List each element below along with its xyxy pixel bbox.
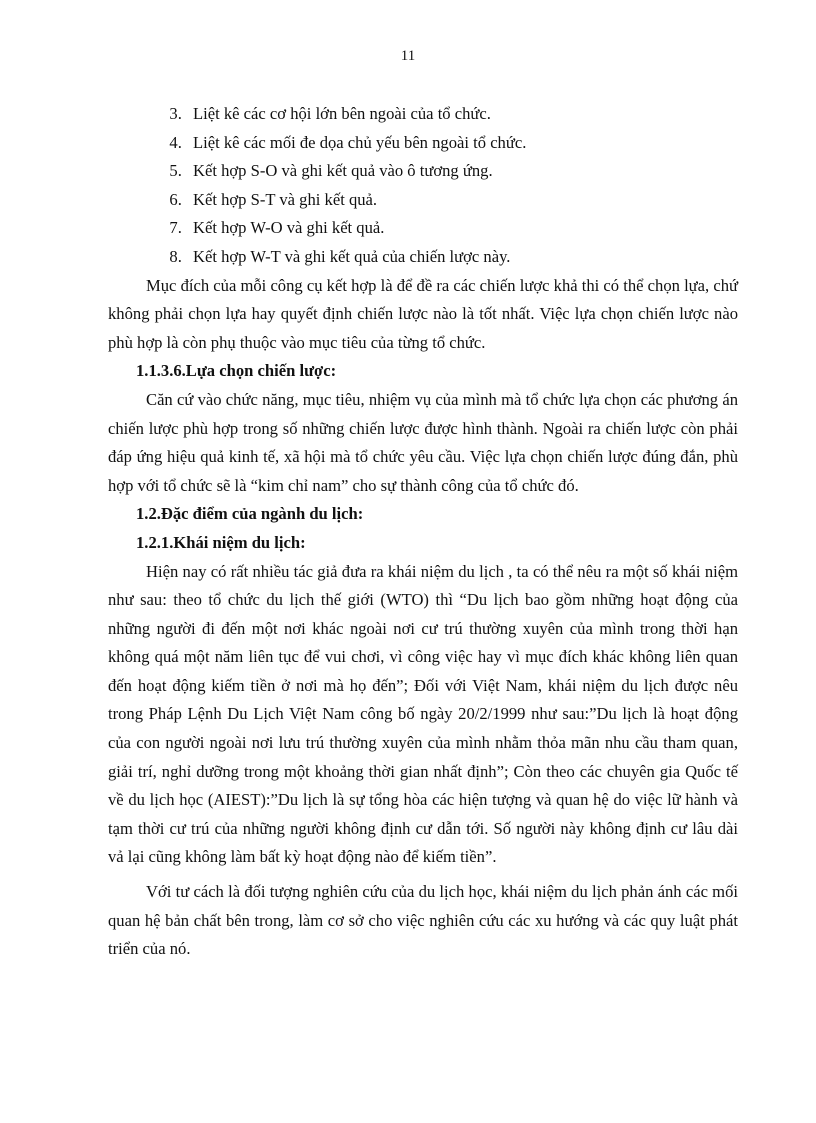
steps-list — [108, 100, 738, 272]
paragraph-concept: Hiện nay có rất nhiều tác giả đưa ra khái niệm du lịch , ta có thể nêu ra một số khái niệm như sau: theo tổ chức du lịch thế giới (WTO) thì “Du lịch bao gồm những hoạt động của những người đi đến một nơi khác ngoài nơi cư trú thường xuyên của mình trong thời hạn không quá một năm liên tục để vui chơi, vì công việc hay vì mục đích khác không liên quan đến hoạt động kiếm tiền ở nơi mà họ đến”; Đối với Việt Nam, khái niệm du lịch được nêu trong Pháp Lệnh Du Lịch Việt Nam công bố ngày 20/2/1999 như sau:”Du lịch là hoạt động của con người ngoài nơi lưu trú thường xuyên của mình nhằm thỏa mãn nhu cầu tham quan, giải trí, nghỉ dưỡng trong một khoảng thời gian nhất định”; Còn theo các chuyên gia Quốc tế về du lịch học (AIEST):”Du lịch là sự tổng hòa các hiện tượng và quan hệ do việc lữ hành và tạm thời cư trú của những người không định cư dẫn tới. Số người này không định cư lâu dài vả lại cũng không làm bất kỳ hoạt động nào để kiếm tiền”. — [108, 561, 738, 867]
list-item: 5. Kết hợp S-O và ghi kết quả vào ô tương ứng. — [186, 157, 738, 186]
paragraph-research: Với tư cách là đối tượng nghiên cứu của du lịch học, khái niệm du lịch phản ánh các mối quan hệ bản chất bên trong, làm cơ sở cho việc nghiên cứu các xu hướng và các quy luật phát triển của nó. — [108, 882, 738, 959]
page-number: 11 — [400, 48, 416, 64]
list-item: 3. Liệt kê các cơ hội lớn bên ngoài của tổ chức. — [186, 100, 738, 129]
page-content — [108, 100, 738, 964]
section-heading-1-2: 1.2.Đặc điểm của ngành du lịch: — [136, 504, 364, 524]
list-item: 7. Kết hợp W-O và ghi kết quả. — [186, 214, 738, 243]
list-item: 8. Kết hợp W-T và ghi kết quả của chiến lược này. — [186, 243, 738, 272]
paragraph-purpose: Mục đích của mỗi công cụ kết hợp là để đề ra các chiến lược khả thi có thể chọn lựa, chứ không phải chọn lựa hay quyết định chiến lược nào là tốt nhất. Việc lựa chọn chiến lược nào phù hợp là còn phụ thuộc vào mục tiêu của từng tổ chức. — [108, 275, 738, 352]
paragraph-selection: Căn cứ vào chức năng, mục tiêu, nhiệm vụ của mình mà tổ chức lựa chọn các phương án chiến lược phù hợp trong số những chiến lược được hình thành. Ngoài ra chiến lược còn phải đáp ứng hiệu quả kinh tế, xã hội mà tổ chức yêu cầu. Việc lựa chọn chiến lược đúng đắn, phù hợp với tổ chức sẽ là “kim chỉ nam” cho sự thành công của tổ chức đó. — [108, 389, 738, 495]
list-item: 4. Liệt kê các mối đe dọa chủ yếu bên ngoài tổ chức. — [186, 129, 738, 158]
list-item: 6. Kết hợp S-T và ghi kết quả. — [186, 186, 738, 215]
section-heading-1-1-3-6: 1.1.3.6.Lựa chọn chiến lược: — [136, 361, 337, 381]
section-heading-1-2-1: 1.2.1.Khái niệm du lịch: — [136, 532, 306, 552]
